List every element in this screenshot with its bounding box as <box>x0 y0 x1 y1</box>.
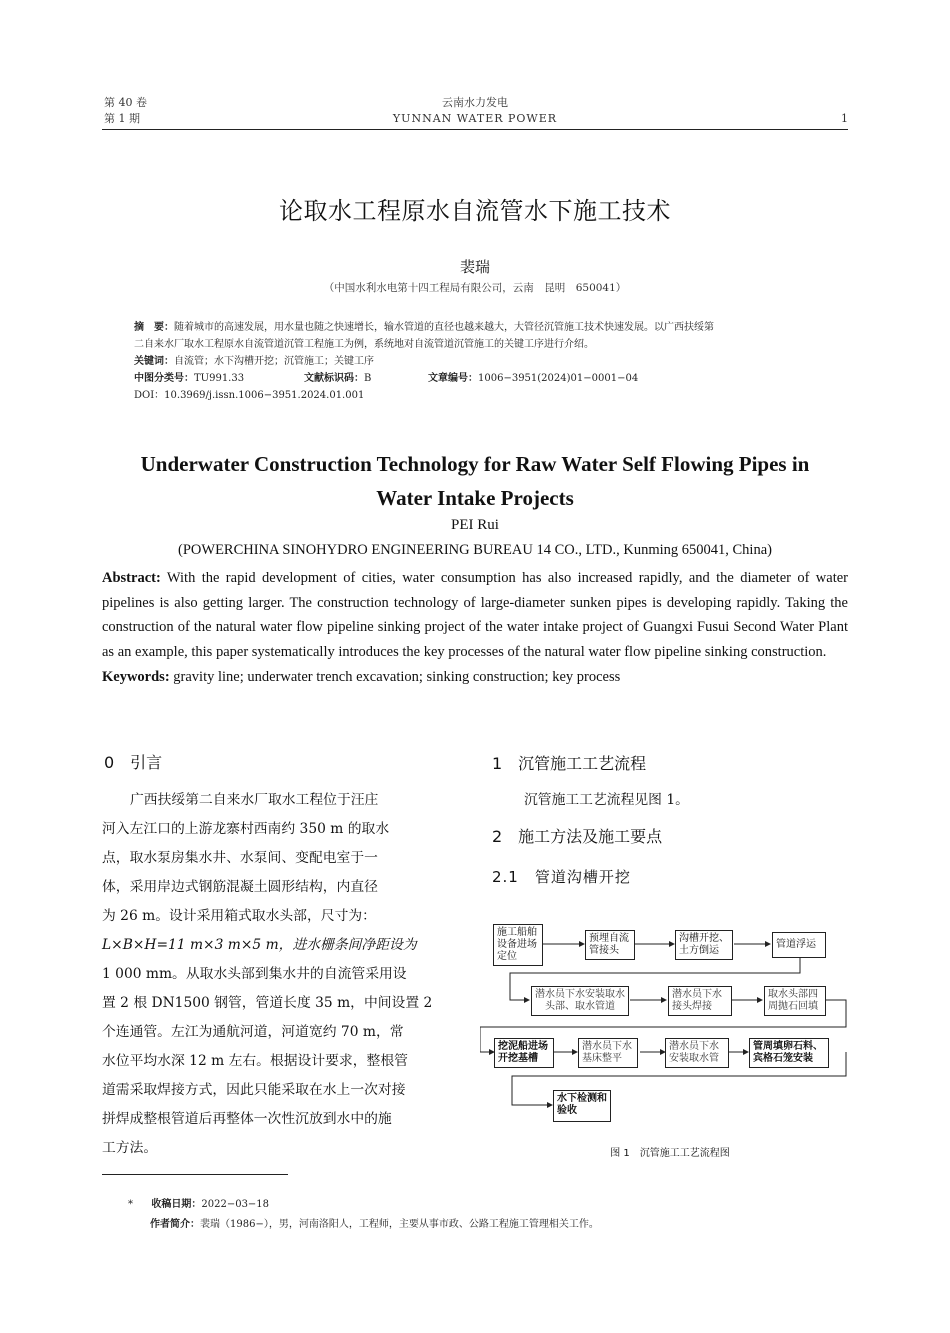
para-line: 1 000 mm。从取水头部到集水井的自流管采用设 <box>102 966 407 982</box>
keywords-en: gravity line; underwater trench excavation; sinking construction; key process <box>173 668 621 685</box>
header-rule <box>102 129 848 130</box>
flow-step-9: 潜水员下水基床整平 <box>578 1038 638 1068</box>
figure-1-caption: 图 1 沉管施工工艺流程图 <box>610 1148 730 1159</box>
author-cn: 裴瑞 <box>459 258 490 276</box>
clc-label: 中图分类号： <box>134 373 194 384</box>
footnote-received <box>128 1195 269 1210</box>
para-line: 广西扶绥第二自来水厂取水工程位于汪庄 <box>130 792 379 808</box>
para-line: 拼焊成整根管道后再整体一次性沉放到水中的施 <box>102 1111 392 1127</box>
paper-title-en <box>102 447 848 515</box>
flow-step-7: 取水头部四周抛石回填 <box>764 986 826 1016</box>
flow-step-3: 沟槽开挖、土方倒运 <box>675 930 733 960</box>
section-2-title: 2 施工方法及施工要点 <box>492 827 663 846</box>
abstract-cn-text-1: 随着城市的高速发展，用水量也随之快速增长，输水管道的直径也越来越大，大管径沉管施工技术快速发展。以广西扶绥第 <box>174 322 714 333</box>
page-number: 1 <box>841 112 848 125</box>
keywords-cn: 自流管；水下沟槽开挖；沉管施工；关键工序 <box>174 356 374 367</box>
abstract-cn <box>134 319 824 404</box>
section-0-title: 0 引言 <box>104 753 163 772</box>
para-line: 河入左江口的上游龙寨村西南约 350 m 的取水 <box>102 821 390 837</box>
paper-title-en-line2: Water Intake Projects <box>376 486 574 510</box>
flow-step-10: 潜水员下水安装取水管 <box>665 1038 729 1068</box>
abstract-cn-label: 摘 要： <box>134 322 174 333</box>
issue-label: 第 1 期 <box>104 112 140 125</box>
footnote-bio <box>150 1215 599 1230</box>
article-no-label: 文章编号： <box>428 373 478 384</box>
bio-text: 裴瑞（1986−），男，河南洛阳人，工程师，主要从事市政、公路工程施工管理相关工作。 <box>200 1219 599 1230</box>
flow-step-12: 水下检测和验收 <box>553 1090 611 1122</box>
abstract-en <box>102 566 848 690</box>
flow-step-4: 管道浮运 <box>772 932 826 958</box>
affiliation-cn: （中国水利水电第十四工程局有限公司，云南 昆明 650041） <box>323 282 627 294</box>
para-line: 道需采取焊接方式，因此只能采取在水上一次对接 <box>102 1082 406 1098</box>
para-line: 为 26 m。设计采用箱式取水头部，尺寸为： <box>102 908 376 924</box>
article-no-value: 1006−3951(2024)01−0001−04 <box>478 373 639 384</box>
clc-value: TU991.33 <box>194 373 245 384</box>
abstract-en-label: Abstract: <box>102 570 161 586</box>
flow-step-11: 管周填卵石料、宾格石笼安装 <box>749 1038 829 1068</box>
journal-title-en: YUNNAN WATER POWER <box>392 112 558 125</box>
footnote-rule <box>102 1174 288 1175</box>
keywords-cn-label: 关键词： <box>134 356 174 367</box>
journal-title-cn: 云南水力发电 <box>442 96 508 109</box>
affiliation-en: (POWERCHINA SINOHYDRO ENGINEERING BUREAU 14 CO., LTD., Kunming 650041, China) <box>178 542 772 558</box>
flow-step-6: 潜水员下水接头焊接 <box>668 986 732 1016</box>
volume-label: 第 40 卷 <box>104 96 147 109</box>
section-0-body <box>102 786 458 1163</box>
received-date: 2022−03−18 <box>201 1199 270 1210</box>
section-1-title: 1 沉管施工工艺流程 <box>492 754 647 773</box>
para-line: 点，取水泵房集水井、水泵间、变配电室于一 <box>102 850 378 866</box>
author-en: PEI Rui <box>451 517 499 533</box>
para-line: 个连通管。左江为通航河道，河道宽约 70 m，常 <box>102 1024 404 1040</box>
received-label: 收稿日期： <box>151 1199 202 1210</box>
doi: DOI：10.3969/j.issn.1006−3951.2024.01.001 <box>134 390 365 401</box>
abstract-en-text: With the rapid development of cities, water consumption has also increased rapidly, and the diameter of water pipelines is also getting larger. The construction technology of large-diameter sunken pipes is developing rapidly. Taking the construction of the natural water flow pipeline sinking project of the water intake project of Guangxi Fusui Second Water Plant as an example, this paper systematically introduces the key processes of the natural water flow pipeline sinking construction. <box>102 570 848 661</box>
para-line: 水位平均水深 12 m 左右。根据设计要求，整根管 <box>102 1053 408 1069</box>
para-line: 置 2 根 DN1500 钢管，管道长度 35 m，中间设置 2 <box>102 995 433 1011</box>
section-1-text: 沉管施工工艺流程见图 1。 <box>524 792 689 808</box>
doc-code-value: B <box>364 373 372 384</box>
paper-title-en-line1: Underwater Construction Technology for Raw Water Self Flowing Pipes in <box>140 452 810 476</box>
flow-step-8: 挖泥船进场开挖基槽 <box>494 1038 554 1068</box>
flow-step-5: 潜水员下水安装取水头部、取水管道 <box>531 986 629 1016</box>
para-line: 体，采用岸边式钢筋混凝土圆形结构，内直径 <box>102 879 378 895</box>
section-2-1-title: 2.1 管道沟槽开挖 <box>492 868 631 886</box>
paper-title-cn: 论取水工程原水自流管水下施工技术 <box>279 197 671 225</box>
bio-label: 作者简介： <box>150 1219 200 1230</box>
doc-code-label: 文献标识码： <box>304 373 364 384</box>
flow-step-2: 预埋自流管接头 <box>585 930 635 960</box>
para-line: L×B×H=11 m×3 m×5 m，进水栅条间净距设为 <box>102 937 417 953</box>
para-line: 工方法。 <box>102 1140 158 1156</box>
flow-step-1: 施工船舶设备进场定位 <box>493 924 543 966</box>
keywords-en-label: Keywords: <box>102 668 170 685</box>
footnote-marker: * <box>128 1199 133 1210</box>
abstract-cn-text-2: 二自来水厂取水工程原水自流管道沉管工程施工为例，系统地对自流管道沉管施工的关键工序进行介绍。 <box>134 339 594 350</box>
